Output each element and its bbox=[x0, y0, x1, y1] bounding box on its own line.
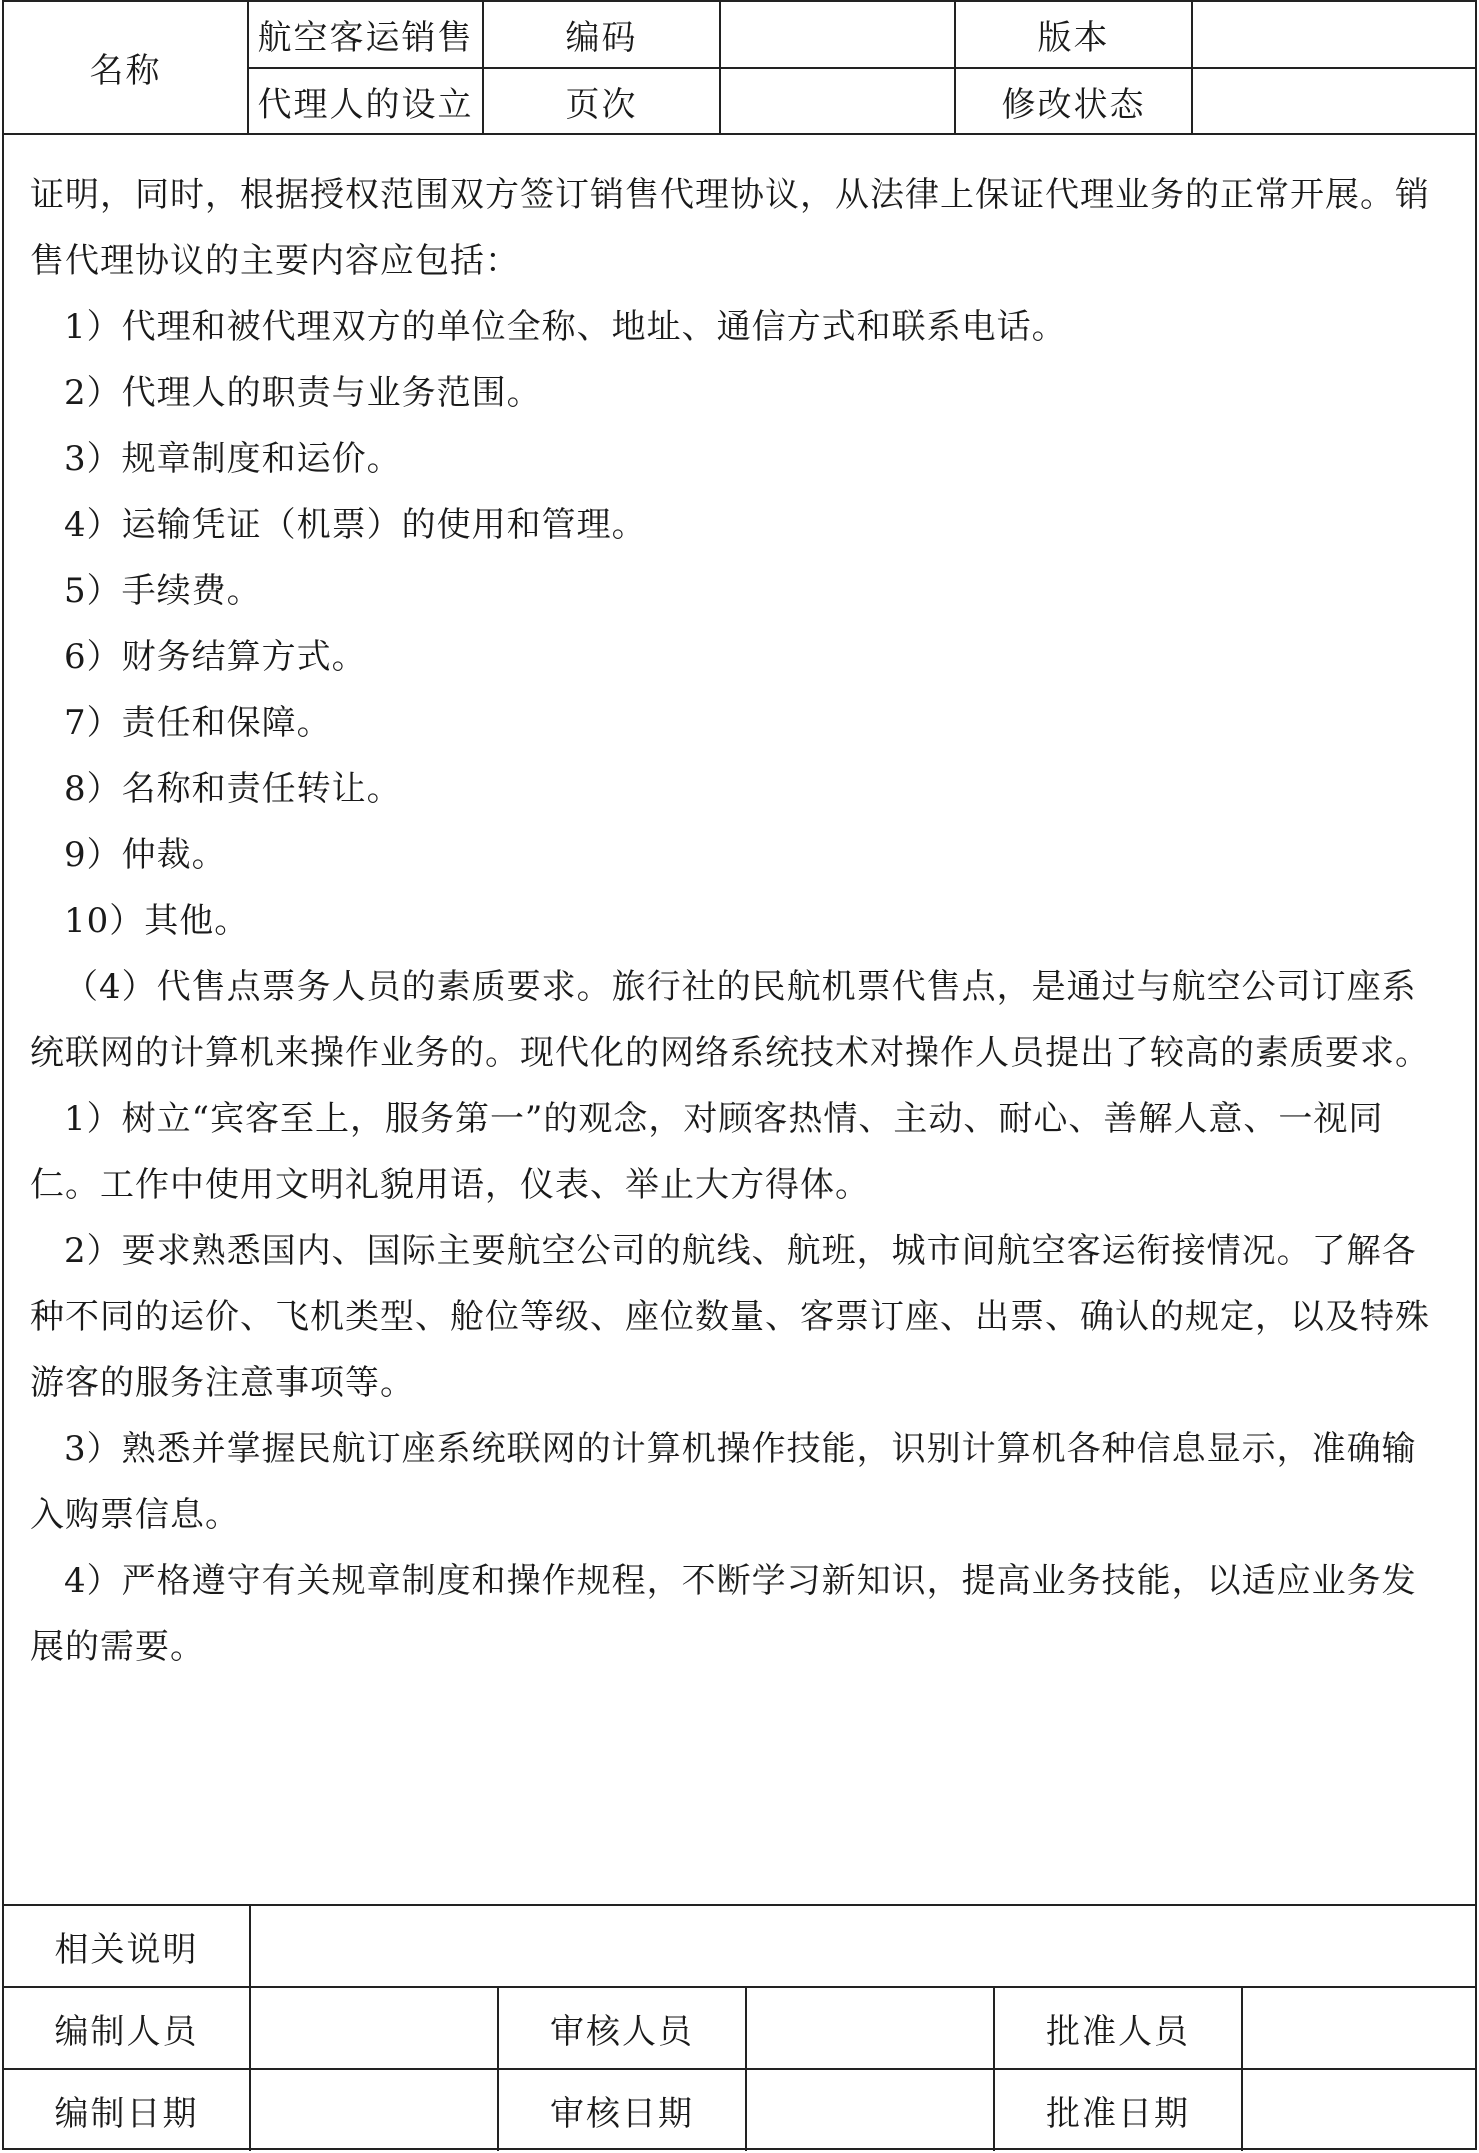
body-paragraph-2: 2）代理人的职责与业务范围。 bbox=[64, 373, 542, 413]
body-paragraph-10: 10）其他。 bbox=[64, 901, 250, 941]
body-paragraph-7: 7）责任和保障。 bbox=[64, 703, 332, 743]
review-date-label: 审核日期 bbox=[498, 2069, 746, 2151]
document-page bbox=[2, 0, 1477, 2150]
reviewer-value bbox=[746, 1987, 994, 2069]
body-paragraph-1: 1）代理和被代理双方的单位全称、地址、通信方式和联系电话。 bbox=[64, 307, 1067, 347]
header-table bbox=[4, 2, 1475, 135]
approver-label: 批准人员 bbox=[994, 1987, 1242, 2069]
version-label: 版本 bbox=[955, 2, 1192, 68]
author-date-value bbox=[250, 2069, 498, 2151]
body-paragraph-5: 5）手续费。 bbox=[64, 571, 262, 611]
name-label: 名称 bbox=[4, 2, 248, 134]
reviewer-label: 审核人员 bbox=[498, 1987, 746, 2069]
status-value bbox=[1192, 68, 1475, 134]
title-line-1: 航空客运销售 bbox=[248, 2, 483, 68]
document-body bbox=[4, 134, 1475, 1904]
approve-date-value bbox=[1242, 2069, 1475, 2151]
page-value bbox=[720, 68, 955, 134]
notes-value bbox=[250, 1905, 1475, 1987]
body-paragraph-3: 3）规章制度和运价。 bbox=[64, 439, 402, 479]
document-header bbox=[4, 2, 1475, 134]
body-paragraph-4: 4）运输凭证（机票）的使用和管理。 bbox=[64, 505, 647, 545]
title-line-2: 代理人的设立 bbox=[248, 68, 483, 134]
page-label: 页次 bbox=[483, 68, 720, 134]
body-paragraph-8: 8）名称和责任转让。 bbox=[64, 769, 402, 809]
version-value bbox=[1192, 2, 1475, 68]
approve-date-label: 批准日期 bbox=[994, 2069, 1242, 2151]
code-value bbox=[720, 2, 955, 68]
footer-table bbox=[4, 1904, 1475, 2151]
author-value bbox=[250, 1987, 498, 2069]
body-paragraph-15: 4）严格遵守有关规章制度和操作规程，不断学习新知识，提高业务技能，以适应业务发展的需要。 bbox=[30, 1561, 1417, 1667]
approver-value bbox=[1242, 1987, 1475, 2069]
notes-label: 相关说明 bbox=[4, 1905, 250, 1987]
document-footer bbox=[4, 1904, 1475, 2150]
body-paragraph-13: 2）要求熟悉国内、国际主要航空公司的航线、航班，城市间航空客运衔接情况。了解各种不同的运价、飞机类型、舱位等级、座位数量、客票订座、出票、确认的规定，以及特殊游客的服务注意事项等。 bbox=[30, 1231, 1430, 1403]
body-paragraph-9: 9）仲裁。 bbox=[64, 835, 227, 875]
review-date-value bbox=[746, 2069, 994, 2151]
author-date-label: 编制日期 bbox=[4, 2069, 250, 2151]
body-paragraph-12: 1）树立“宾客至上，服务第一”的观念，对顾客热情、主动、耐心、善解人意、一视同仁。工作中使用文明礼貌用语，仪表、举止大方得体。 bbox=[30, 1099, 1384, 1205]
status-label: 修改状态 bbox=[955, 68, 1192, 134]
body-paragraph-11: （4）代售点票务人员的素质要求。旅行社的民航机票代售点，是通过与航空公司订座系统联网的计算机来操作业务的。现代化的网络系统技术对操作人员提出了较高的素质要求。 bbox=[30, 967, 1430, 1073]
body-paragraph-0: 证明，同时，根据授权范围双方签订销售代理协议，从法律上保证代理业务的正常开展。销售代理协议的主要内容应包括： bbox=[30, 175, 1430, 281]
author-label: 编制人员 bbox=[4, 1987, 250, 2069]
body-paragraph-6: 6）财务结算方式。 bbox=[64, 637, 367, 677]
code-label: 编码 bbox=[483, 2, 720, 68]
body-paragraph-14: 3）熟悉并掌握民航订座系统联网的计算机操作技能，识别计算机各种信息显示，准确输入购票信息。 bbox=[30, 1429, 1417, 1535]
